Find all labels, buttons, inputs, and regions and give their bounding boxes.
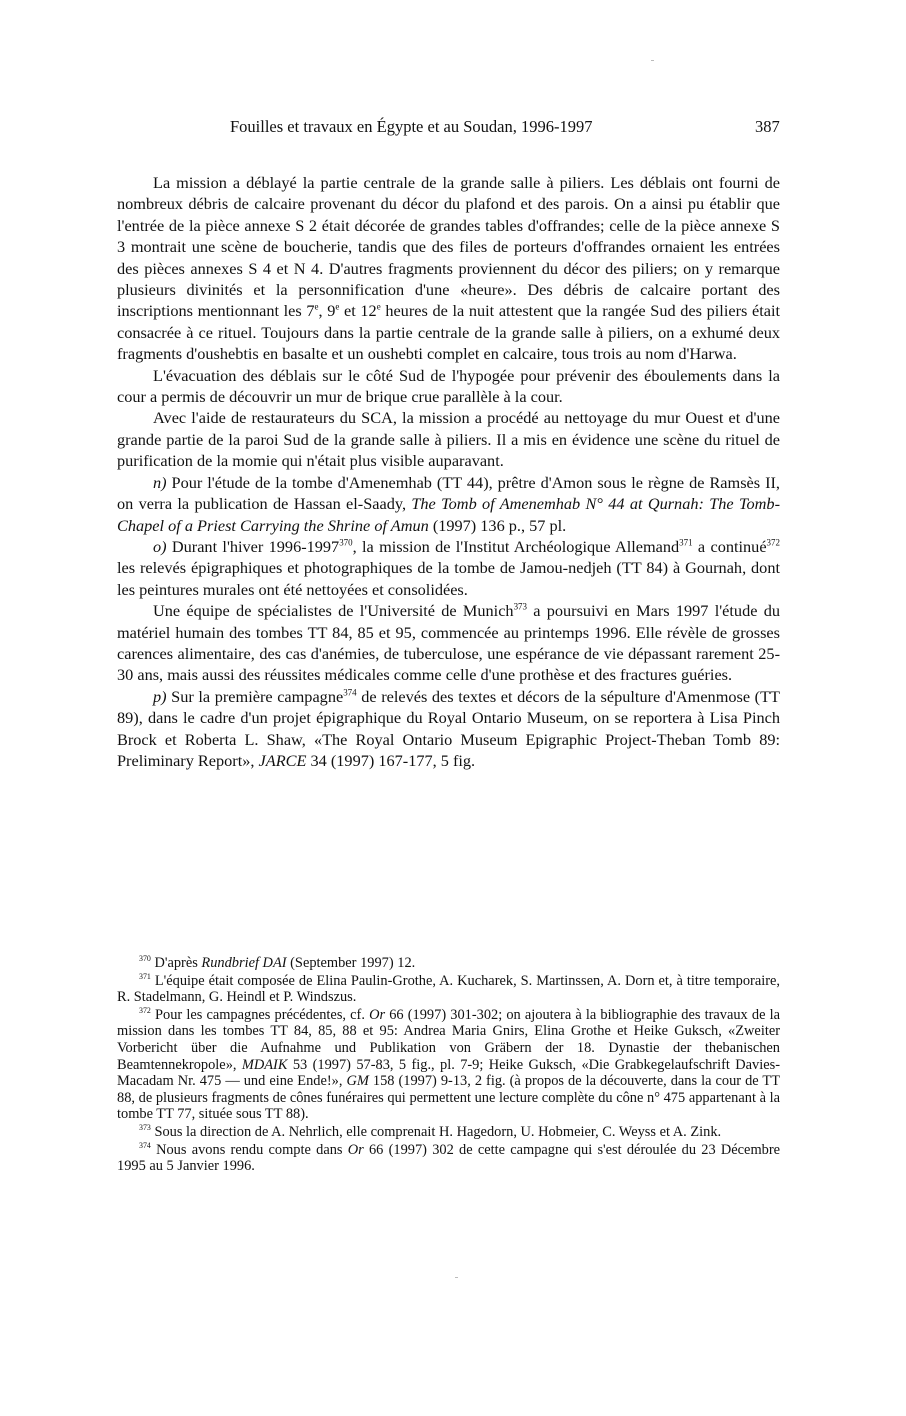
footnote-number: 374 (139, 1140, 151, 1150)
journal-title: Or (369, 1006, 386, 1023)
section-label-p: p) (153, 686, 167, 706)
footnote-373 (117, 1124, 780, 1141)
paragraph-evacuation (117, 365, 780, 408)
journal-title: Or (347, 1141, 364, 1158)
p7-text-c: 34 (1997) 167-177, 5 fig. (306, 750, 476, 770)
p5-text-a: Durant l'hiver 1996-1997 (166, 536, 340, 556)
p5-text-d: les relevés épigraphiques et photographiques de la tombe de Jamou-nedjeh (TT 84) à Gournah, dont les peintures murales ont été nettoyées et consolidées. (117, 558, 780, 599)
footnote-text: D'après (150, 955, 202, 971)
footnote-371 (117, 973, 780, 1006)
footnotes (117, 955, 780, 1176)
footnote-number: 371 (139, 971, 151, 981)
paragraph-jamou-nedjeh (117, 536, 780, 600)
p4-text-b: (1997) 136 p., 57 pl. (428, 515, 567, 535)
p3-text: Avec l'aide de restaurateurs du SCA, la mission a procédé au nettoyage du mur Ouest et d'une grande partie de la paroi Sud de la grande salle à piliers. Il a mis en évidence une scène du rituel de purification de la momie qui n'était plus visible auparavant. (117, 408, 780, 471)
journal-title: Rundbrief DAI (201, 955, 287, 971)
p5-text-c: a continué (692, 536, 767, 556)
footnote-text: Pour les campagnes précédentes, cf. (150, 1006, 370, 1023)
footnote-ref-371: 371 (679, 537, 693, 548)
journal-title: MDAIK (241, 1056, 288, 1073)
footnote-text: 66 (1997) 301-302; on ajoutera à la bibliographie des travaux de la mission dans les tombes TT 84, 85, 88 et 95: Andrea Maria Gnirs, Elina Grothe et Heike Guksch, «Zweiter Vorbericht über die Aufnahme und Publikation von Gräbern der 18. Dynastie der thebanischen Beamtennekropole», (117, 1006, 780, 1073)
running-header (0, 117, 906, 141)
p1-text-b: , 9 (318, 301, 336, 321)
journal-title: JARCE (258, 750, 307, 770)
footnote-372 (117, 1007, 780, 1123)
footnote-370 (117, 955, 780, 972)
section-label-o: o) (153, 536, 167, 556)
footnote-number: 373 (139, 1123, 151, 1133)
paragraph-amenmose (117, 686, 780, 772)
running-title: Fouilles et travaux en Égypte et au Soudan, 1996-1997 (230, 117, 593, 136)
p7-text-b: de relevés des textes et décors de la sépulture d'Amenmose (TT 89), dans le cadre d'un projet épigraphique du Royal Ontario Museum, on se reportera à Lisa Pinch Brock et Roberta L. Shaw, «The Royal Ontario Museum Epigraphic Project-Theban Tomb 89: Preliminary Report», (117, 686, 780, 770)
p7-text-a: Sur la première campagne (166, 686, 344, 706)
p4-text-a: Pour l'étude de la tombe d'Amenemhab (TT 44), prêtre d'Amon sous le règne de Ramsès II, on verra la publication de Hassan el-Saady, (117, 472, 780, 514)
page-number: 387 (755, 117, 780, 136)
footnote-374 (117, 1142, 780, 1175)
footnote-number: 370 (139, 954, 151, 964)
p6-text-b: a poursuivi en Mars 1997 l'étude du matériel humain des tombes TT 84, 85 et 95, commencée au printemps 1996. Elle révèle de grosses carences alimentaire, des cas d'anémies, de tuberculose, une espérance de vie dépassant rarement 25-30 ans, mais aussi des réussites médicales comme celle d'une prothèse et des fractures guéries. (117, 601, 780, 685)
ordinal-suffix: e (314, 302, 319, 313)
paragraph-munich (117, 600, 780, 686)
paragraph-amenemhab (117, 472, 780, 536)
p2-text: L'évacuation des déblais sur le côté Sud de l'hypogée pour prévenir des éboulements dans la cour a permis de découvrir un mur de brique crue parallèle à la cour. (117, 365, 780, 407)
footnote-text: (September 1997) 12. (286, 955, 416, 971)
scan-speck (455, 1277, 458, 1278)
paragraph-restoration (117, 407, 780, 471)
footnote-text: 53 (1997) 57-83, 5 fig., pl. 7-9; Heike Guksch, «Die Grabkegelaufschrift Davies-Macadam Nr. 475 — und eine Ende!», (117, 1056, 780, 1090)
footnote-text: 158 (1997) 9-13, 2 fig. (à propos de la découverte, dans la cour de TT 88, de plusieurs fragments de cônes funéraires qui permettent une lecture complète du cône n° 475 appartenant à la tombe TT 77, située sous TT 88). (117, 1073, 781, 1123)
p6-text-a: Une équipe de spécialistes de l'Université de Munich (153, 601, 514, 621)
footnote-ref-373: 373 (513, 601, 527, 612)
p5-text-b: , la mission de l'Institut Archéologique Allemand (352, 536, 680, 556)
p1-text-c: et 12 (339, 301, 377, 321)
footnote-ref-374: 374 (343, 687, 357, 698)
footnote-text: 66 (1997) 302 de cette campagne qui s'est déroulée du 23 Décembre 1995 au 5 Janvier 1996. (117, 1141, 781, 1175)
footnote-ref-370: 370 (339, 537, 353, 548)
scan-speck (651, 60, 654, 61)
paragraph-excavation (117, 172, 780, 365)
journal-title: GM (346, 1073, 369, 1090)
p1-text-a: La mission a déblayé la partie centrale de la grande salle à piliers. Les déblais ont fourni de nombreux débris de calcaire provenant du décor du plafond et des parois. On a ainsi pu établir que l'entrée de la pièce annexe S 2 était décorée de grandes tables d'offrandes; celle de la pièce annexe S 3 montrait une scène de boucherie, tandis que des files de porteurs d'offrandes ornaient les entrées des pièces annexes S 4 et N 4. D'autres fragments proviennent du décor des piliers; on y remarque plusieurs divinités et la personnification d'une «heure». Des débris de calcaire portant des inscriptions mentionnant les 7 (117, 173, 780, 321)
main-text (117, 172, 780, 771)
footnote-ref-372: 372 (766, 537, 780, 548)
footnote-text: L'équipe était composée de Elina Paulin-Grothe, A. Kucharek, S. Martinssen, A. Dorn et, à titre temporaire, R. Stadelmann, G. Heindl et P. Windszus. (117, 972, 780, 1006)
footnote-text: Sous la direction de A. Nehrlich, elle comprenait H. Hagedorn, U. Hobmeier, C. Weyss et A. Zink. (150, 1123, 722, 1140)
footnote-text: Nous avons rendu compte dans (150, 1141, 348, 1158)
section-label-n: n) (153, 472, 167, 492)
ordinal-suffix: e (376, 302, 381, 313)
p1-text-d: heures de la nuit attestent que la rangée Sud des piliers était consacrée à ce rituel. Toujours dans la partie centrale de la grande salle à piliers, on a exhumé deux fragments d'oushebtis en basalte et un oushebti complet en calcaire, tous trois au nom d'Harwa. (117, 301, 780, 364)
ordinal-suffix: e (335, 302, 340, 313)
footnote-number: 372 (139, 1005, 151, 1015)
p1-text (117, 173, 780, 363)
book-title: The Tomb of Amenemhab N° 44 at Qurnah: The Tomb-Chapel of a Priest Carrying the Shrine of Amun (117, 494, 780, 535)
